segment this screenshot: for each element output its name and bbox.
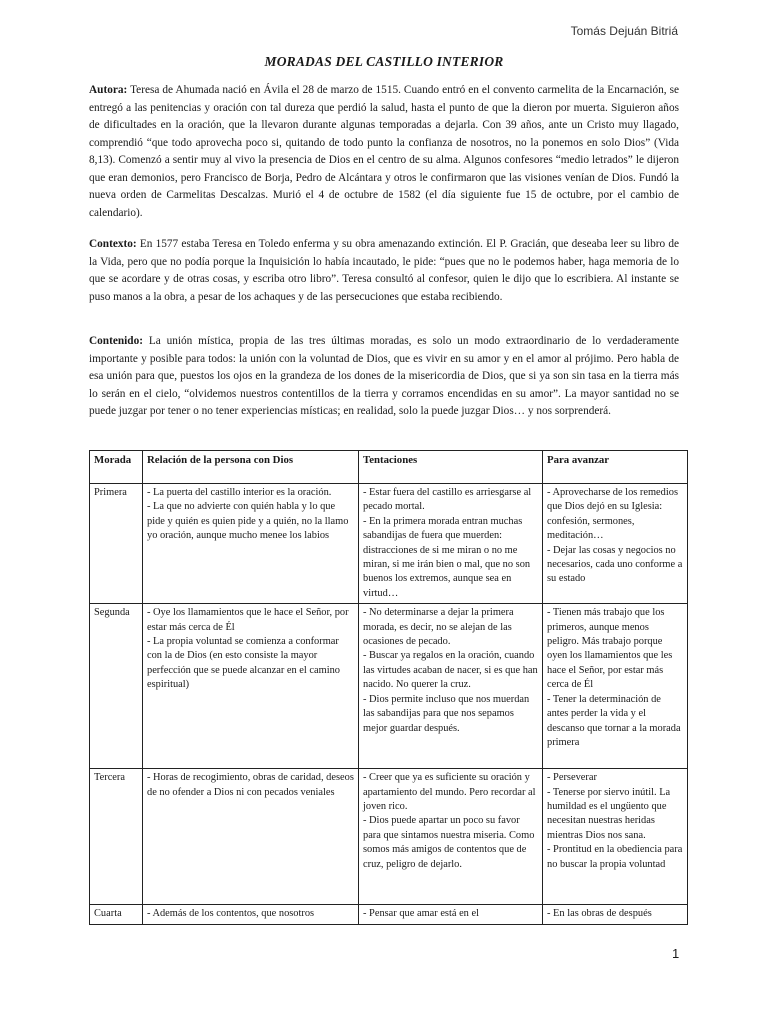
cell-line: - Tenerse por siervo inútil. La humildad es el ungüento que necesitan nuestras heridas mientras Dios nos sana. xyxy=(547,786,671,841)
column-header-morada: Morada xyxy=(90,451,143,484)
paragraph-text: La unión mística, propia de las tres últimas moradas, es solo un modo extraordinario de lo verdaderamente importante y posible para todos: la unión con la voluntad de Dios, que es vivir en su amor y en el amor al prójimo. Pero habla de esa unión para que, puestos los ojos en la grandeza de los dones de la misericordia de Dios, que si ya son sin tasa en la tierra más lo serán en el cielo, “olvidemos nuestros contentillos de la tierra y corramos encendidas en su amor”. La mayor santidad no se puede juzgar por tener o no tener experiencias místicas; en realidad, solo la puede juzgar Dios… y nos sorprenderá. xyxy=(89,335,679,417)
cell-line: - Aprovecharse de los remedios que Dios dejó en su Iglesia: confesión, sermones, meditación… xyxy=(547,487,678,542)
cell-line: - La puerta del castillo interior es la oración. xyxy=(147,487,332,498)
cell-line: - Creer que ya es suficiente su oración y apartamiento del mundo. Pero recordar al joven rico. xyxy=(363,772,536,813)
column-header-relacion: Relación de la persona con Dios xyxy=(143,451,359,484)
cell-tentaciones xyxy=(359,484,543,604)
cell-line: - No determinarse a dejar la primera morada, es decir, no se alejan de las ocasiones de pecado. xyxy=(363,607,514,648)
cell-avanzar xyxy=(543,769,688,905)
cell-avanzar xyxy=(543,905,688,924)
paragraph-text: En 1577 estaba Teresa en Toledo enferma y su obra amenazando extinción. El P. Gracián, que deseaba leer su libro de la Vida, pero que no podía porque la Inquisición lo había incautado, le pide: “pues que no le podemos haber, haga memoria de lo que se acordare y de otras cosas, y escriba otro libro”. Teresa consultó al confesor, quien le dijo que lo escribiera. Al instante se puso manos a la obra, a pesar de los achaques y de las persecuciones que estaba recibiendo. xyxy=(89,238,679,303)
column-header-tentaciones: Tentaciones xyxy=(359,451,543,484)
table-row xyxy=(90,769,688,905)
paragraph-label: Contexto: xyxy=(89,238,137,250)
cell-tentaciones xyxy=(359,604,543,769)
cell-line: - La que no advierte con quién habla y lo que pide y quién es quien pide y a quién, no la llamo yo oración, aunque mucho menee los labios xyxy=(147,501,349,542)
cell-avanzar xyxy=(543,484,688,604)
cell-line: - Pensar que amar está en el xyxy=(363,908,479,920)
cell-tentaciones xyxy=(359,905,543,924)
column-header-avanzar: Para avanzar xyxy=(543,451,688,484)
cell-line: - Dios puede apartar un poco su favor para que sintamos nuestra miseria. Como somos más amigos de contentos que de cruz, peligro de dejarlo. xyxy=(363,815,535,870)
cell-line: - Horas de recogimiento, obras de caridad, deseos de no ofender a Dios ni con pecados veniales xyxy=(147,772,354,798)
page-number: 1 xyxy=(672,946,680,961)
cell-tentaciones xyxy=(359,769,543,905)
cell-line: - Prontitud en la obediencia para no buscar la propia voluntad xyxy=(547,844,683,870)
cell-line: - Tienen más trabajo que los primeros, aunque menos peligro. Más trabajo porque oyen los llamamientos que les hace el Señor, por estar más cerca de Él xyxy=(547,607,673,691)
cell-relacion xyxy=(143,484,359,604)
cell-morada: Cuarta xyxy=(90,905,143,924)
cell-line: - En la primera morada entran muchas sabandijas de fuera que muerden: distracciones de si me miran o no me miran, si me irán bien o mal, que no son buenos los extremos, aunque sea en virtud… xyxy=(363,515,531,599)
paragraph-label: Autora: xyxy=(89,84,128,96)
document-title: MORADAS DEL CASTILLO INTERIOR xyxy=(264,54,504,69)
cell-line: - Estar fuera del castillo es arriesgarse al pecado mortal. xyxy=(363,487,532,513)
moradas-table xyxy=(89,450,688,925)
cell-morada: Segunda xyxy=(90,604,143,769)
table-row xyxy=(90,484,688,604)
paragraph-autora xyxy=(89,82,679,222)
cell-line: - La propia voluntad se comienza a conformar con la de Dios (en esto consiste la mayor perfección que se puede alcanzar en el camino espiritual) xyxy=(147,636,340,691)
paragraph-contenido xyxy=(89,333,679,421)
cell-avanzar xyxy=(543,604,688,769)
cell-line: - Dios permite incluso que nos muerdan las sabandijas para que nos sepamos mejor guardar después. xyxy=(363,693,530,734)
cell-line: - Tener la determinación de antes perder la vida y el descanso que tornar a la morada primera xyxy=(547,693,681,748)
table-row xyxy=(90,604,688,769)
cell-line: - Además de los contentos, que nosotros xyxy=(147,908,315,920)
cell-line: - Perseverar xyxy=(547,772,597,784)
paragraph-label: Contenido: xyxy=(89,335,143,347)
cell-line: - En las obras de después xyxy=(547,908,652,920)
cell-morada: Tercera xyxy=(90,769,143,905)
cell-relacion xyxy=(143,604,359,769)
cell-line: - Buscar ya regalos en la oración, cuando las virtudes acaban de nacer, si es que han nacido. No querer la cruz. xyxy=(363,650,538,691)
table-header-row xyxy=(90,451,688,484)
paragraph-text: Teresa de Ahumada nació en Ávila el 28 de marzo de 1515. Cuando entró en el convento carmelita de la Encarnación, se entregó a las penitencias y oración con tal dureza que perdió la salud, hasta el punto de que la dieron por muerta. Siguieron años de dificultades en la oración, que la llevaron durante algunas temporadas a dejarla. Con 39 años, ante un Cristo muy llagado, comprendió “que todo aprovecha poco si, quitando de todo punto la confianza de nosotros, no la ponemos en solo Dios” (Vida 8,13). Comenzó a sentir muy al vivo la presencia de Dios en el centro de su alma. Algunos confesores “medio letrados” le dijeron que eran demonios, pero Francisco de Borja, Pedro de Alcántara y otros le confirmaron que las visiones venían de Dios. Fundó la nueva orden de Carmelitas Descalzas. Murió el 4 de octubre de 1582 (el día siguiente fue 15 de octubre, por el cambio de calendario). xyxy=(89,84,679,219)
cell-relacion xyxy=(143,905,359,924)
paragraph-contexto xyxy=(89,236,679,306)
cell-line: - Oye los llamamientos que le hace el Señor, por estar más cerca de Él xyxy=(147,607,349,633)
cell-line: - Dejar las cosas y negocios no necesarios, cada uno conforme a su estado xyxy=(547,544,683,585)
document-author: Tomás Dejuán Bitriá xyxy=(570,24,678,38)
table-row xyxy=(90,905,688,924)
cell-relacion xyxy=(143,769,359,905)
cell-morada: Primera xyxy=(90,484,143,604)
